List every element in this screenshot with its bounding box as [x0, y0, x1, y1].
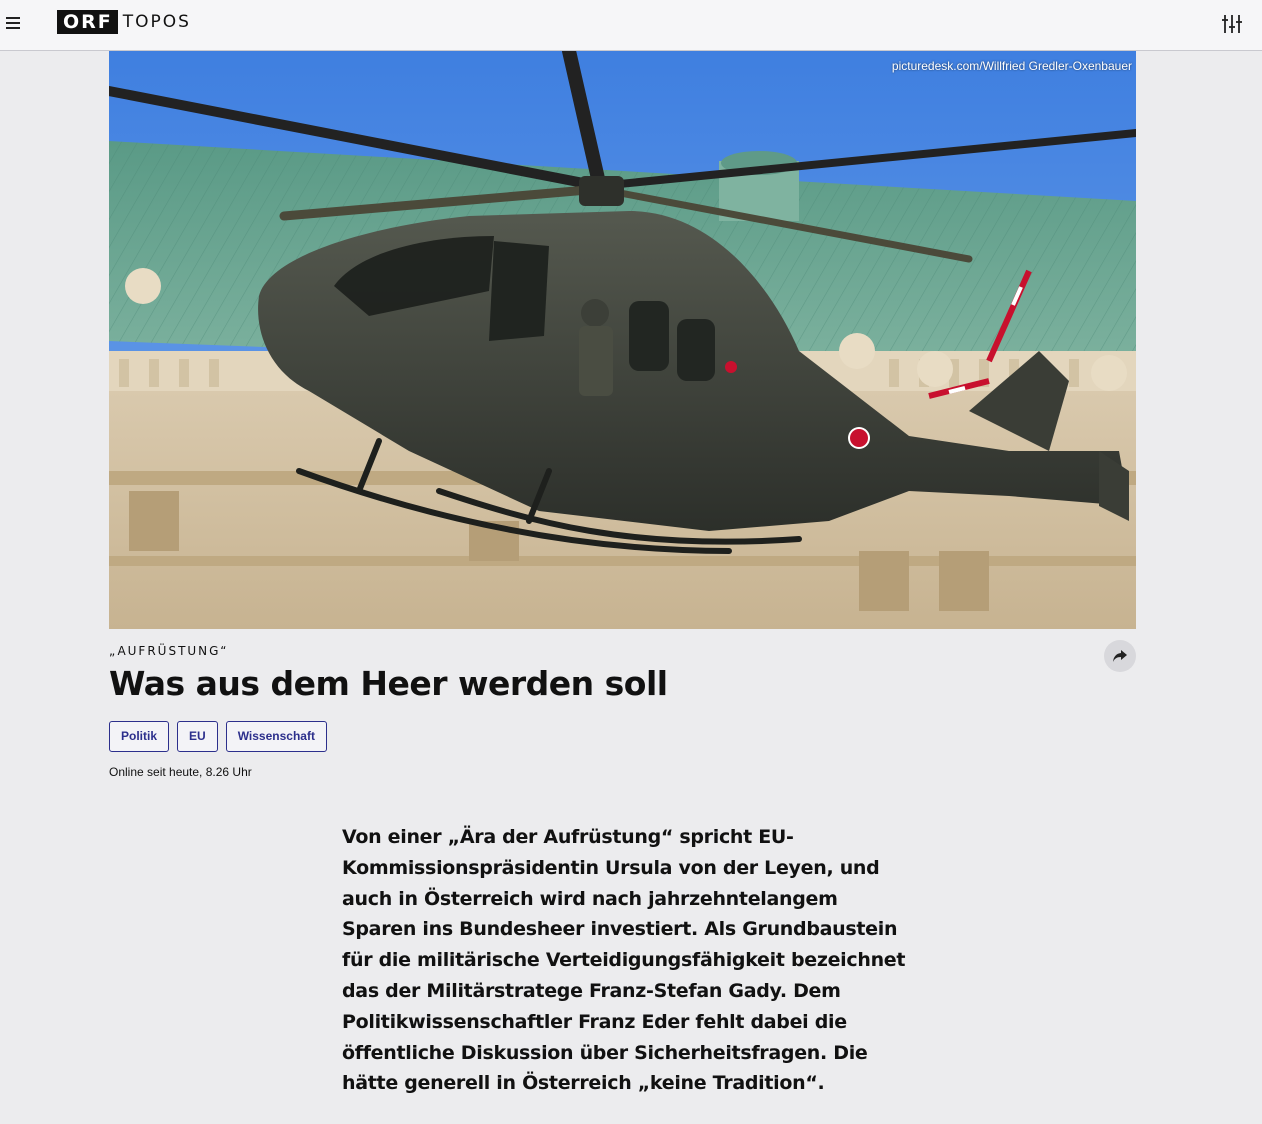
tag-list	[109, 721, 327, 752]
orf-topos-logo[interactable]	[57, 10, 191, 34]
article-title: Was aus dem Heer werden soll	[109, 664, 668, 703]
photo-credit: picturedesk.com/Willfried Gredler-Oxenbauer	[891, 59, 1132, 73]
logo-orf: ORF	[57, 10, 118, 34]
hero-image	[109, 51, 1136, 629]
tag-wissenschaft[interactable]: Wissenschaft	[226, 721, 327, 752]
tag-politik[interactable]: Politik	[109, 721, 169, 752]
helicopter-photo	[109, 51, 1136, 629]
sliders-icon[interactable]	[1220, 12, 1244, 36]
publish-dateline: Online seit heute, 8.26 Uhr	[109, 765, 252, 779]
hamburger-menu-icon[interactable]	[6, 14, 22, 32]
share-icon[interactable]	[1104, 640, 1136, 672]
logo-topos: TOPOS	[122, 12, 191, 32]
article-lead: Von einer „Ära der Aufrüstung“ spricht EU-Kommissionspräsidentin Ursula von der Leyen, und auch in Österreich wird nach jahrzehntelangem Sparen ins Bundesheer investiert. Als Grundbaustein für die militärische Verteidigungsfähigkeit bezeichnet das der Militärstratege Franz-Stefan Gady. Dem Politikwissenschaftler Franz Eder fehlt dabei die öffentliche Diskussion über Sicherheitsfragen. Die hätte generell in Österreich „keine Tradition“.	[342, 826, 906, 1095]
article-kicker: „AUFRÜSTUNG“	[109, 644, 229, 658]
tag-eu[interactable]: EU	[177, 721, 218, 752]
top-bar	[0, 0, 1262, 51]
